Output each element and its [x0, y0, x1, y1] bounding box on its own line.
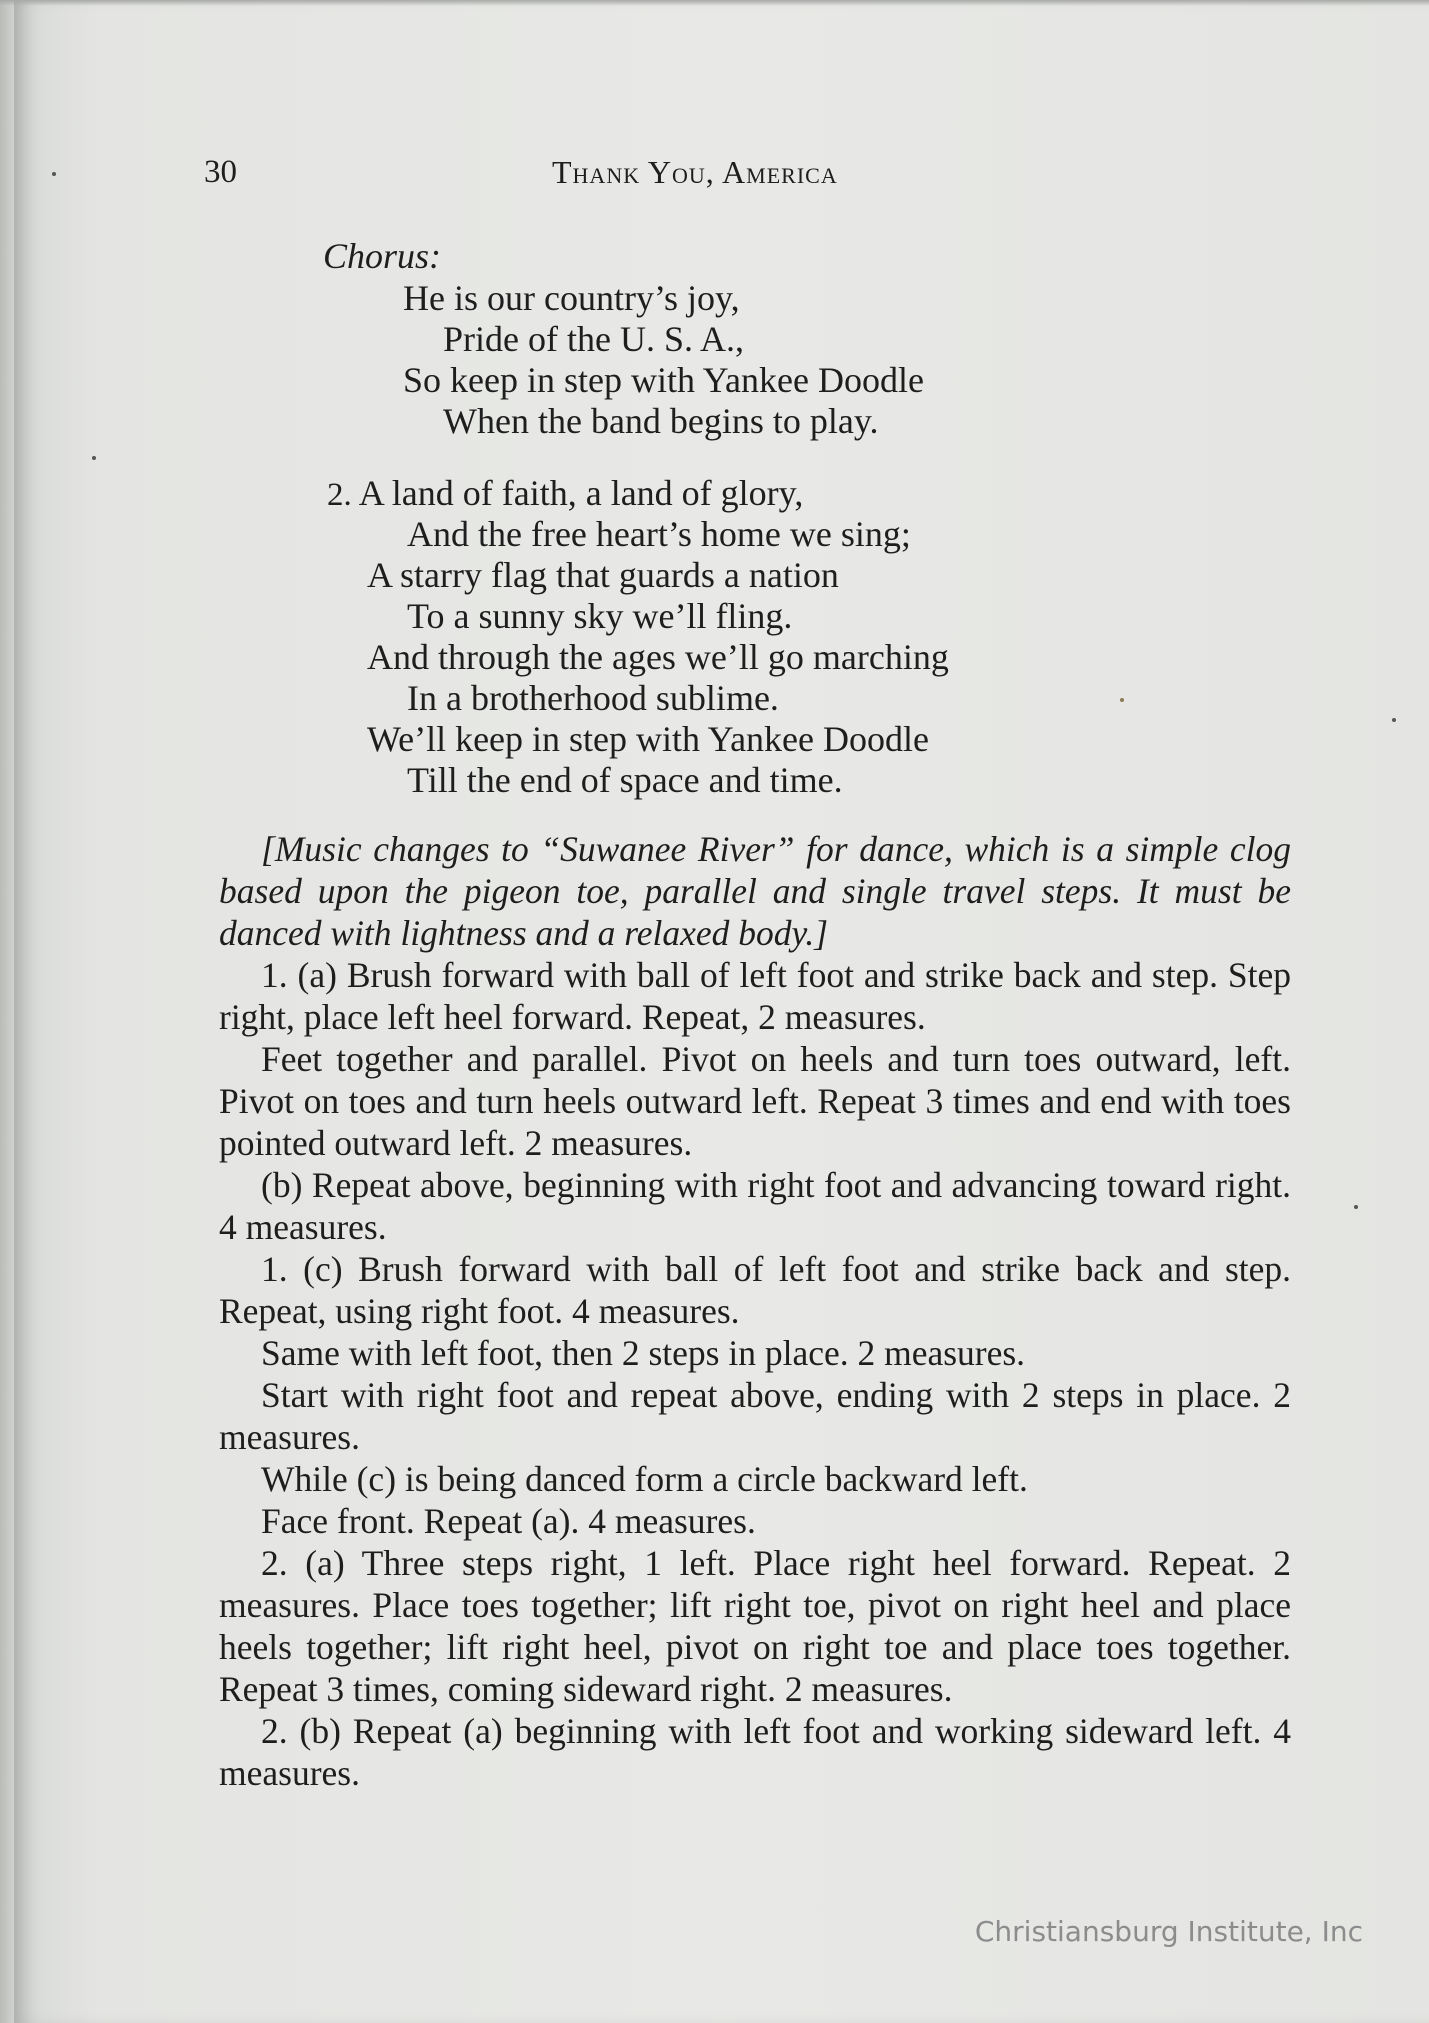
dance-instructions	[219, 828, 1291, 1794]
watermark-text: Christiansburg Institute, Inc	[974, 1915, 1363, 1948]
instruction-paragraph: 1. (c) Brush forward with ball of left foot and strike back and step. Repeat, using right foot. 4 measures.	[219, 1249, 1291, 1331]
verse-line	[367, 637, 949, 678]
paper-speck	[1120, 698, 1124, 702]
paper-speck	[1392, 718, 1396, 722]
chorus-line-text: Pride of the U. S. A.,	[443, 319, 744, 359]
verse-line	[367, 719, 929, 760]
chorus-line-text: So keep in step with Yankee Doodle	[403, 360, 924, 400]
chorus-line	[443, 401, 879, 442]
instruction-paragraph: Face front. Repeat (a). 4 measures.	[261, 1501, 756, 1541]
instruction-paragraph: While (c) is being danced form a circle backward left.	[261, 1459, 1028, 1499]
verse-line	[407, 760, 843, 801]
verse-line-text: Till the end of space and time.	[407, 760, 843, 800]
verse-line	[407, 596, 792, 637]
instruction-paragraph: Same with left foot, then 2 steps in place. 2 measures.	[261, 1333, 1026, 1373]
verse-line	[407, 678, 779, 719]
paper-speck	[52, 172, 56, 176]
paper-speck	[92, 456, 96, 460]
page-number: 30	[204, 154, 237, 190]
chorus-line-text: When the band begins to play.	[443, 401, 879, 441]
verse-line-text: And the free heart’s home we sing;	[407, 514, 911, 554]
verse-line-text: To a sunny sky we’ll fling.	[407, 596, 793, 636]
stage-direction: [Music changes to “Suwanee River” for dance, which is a simple clog based upon the pigeon toe, parallel and single travel steps. It must be danced with lightness and a relaxed body.]	[219, 829, 1291, 953]
page-top-edge	[0, 0, 1429, 6]
verse-line-text: We’ll keep in step with Yankee Doodle	[367, 719, 929, 759]
chorus-line	[403, 360, 924, 401]
chorus-label-text: Chorus:	[323, 236, 442, 276]
verse-number: 2.	[327, 477, 352, 513]
chorus-line	[403, 278, 740, 319]
chorus-line	[443, 319, 744, 360]
instruction-paragraph: Feet together and parallel. Pivot on heels and turn toes outward, left. Pivot on toes and turn heels outward left. Repeat 3 times and end with toes pointed outward left. 2 measures.	[219, 1039, 1291, 1163]
paper-speck	[1354, 1205, 1358, 1209]
verse-line-text: A starry flag that guards a nation	[367, 555, 839, 595]
verse-first-line	[327, 473, 803, 516]
verse-line	[407, 514, 911, 555]
page-spine-shadow	[0, 0, 14, 2023]
verse-line	[367, 555, 839, 596]
instruction-paragraph: Start with right foot and repeat above, ending with 2 steps in place. 2 measures.	[219, 1375, 1291, 1457]
page-header	[204, 150, 1294, 200]
verse-line-text: A land of faith, a land of glory,	[358, 473, 804, 513]
running-title: Thank You, America	[552, 154, 838, 190]
instruction-paragraph: 1. (a) Brush forward with ball of left foot and strike back and step. Step right, place left heel forward. Repeat, 2 measures.	[219, 955, 1291, 1037]
chorus-line-text: He is our country’s joy,	[403, 278, 740, 318]
chorus-label	[323, 236, 441, 277]
instruction-paragraph: 2. (a) Three steps right, 1 left. Place right heel forward. Repeat. 2 measures. Place toes together; lift right toe, pivot on right heel and place heels together; lift right heel, pivot on right toe and place toes together. Repeat 3 times, coming sideward right. 2 measures.	[219, 1543, 1291, 1709]
verse-line-text: In a brotherhood sublime.	[407, 678, 779, 718]
instruction-paragraph: 2. (b) Repeat (a) beginning with left foot and working sideward left. 4 measures.	[219, 1711, 1291, 1793]
instruction-paragraph: (b) Repeat above, beginning with right foot and advancing toward right. 4 measures.	[219, 1165, 1291, 1247]
verse-line-text: And through the ages we’ll go marching	[367, 637, 949, 677]
